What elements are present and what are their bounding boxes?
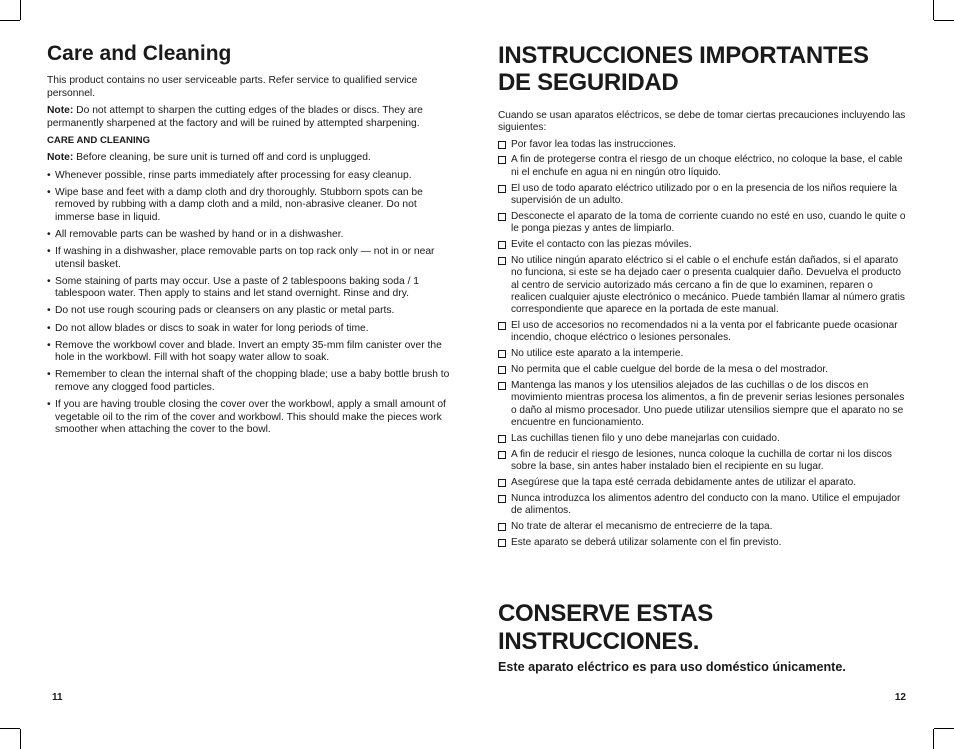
crop-mark bbox=[20, 0, 21, 20]
checkbox-icon bbox=[498, 523, 506, 531]
list-item: El uso de accesorios no recomendados ni a la venta por el fabricante puede ocasionar incendio, choque eléctrico o lesiones personales. bbox=[498, 320, 906, 345]
list-item: • If washing in a dishwasher, place removable parts on top rack only — not in or near utensil basket. bbox=[47, 246, 457, 271]
note-text: Before cleaning, be sure unit is turned off and cord is unplugged. bbox=[73, 151, 371, 163]
page-number: 12 bbox=[894, 692, 906, 703]
list-item: Por favor lea todas las instrucciones. bbox=[498, 139, 906, 151]
list-item: • All removable parts can be washed by hand or in a dishwasher. bbox=[47, 229, 457, 242]
list-item: • Some staining of parts may occur. Use a paste of 2 tablespoons baking soda / 1 tablespoon water. Then apply to stains and let stand overnight. Rinse and dry. bbox=[47, 276, 457, 301]
list-item: A fin de reducir el riesgo de lesiones, nunca coloque la cuchilla de cortar ni los discos sobre la base, sin antes haber instalado bien el recipiente en su lugar. bbox=[498, 449, 906, 474]
care-cleaning-body bbox=[47, 75, 457, 441]
list-item: Desconecte el aparato de la toma de corriente cuando no esté en uso, cuando le quite o le ponga piezas y antes de limpiarlo. bbox=[498, 211, 906, 236]
list-item: El uso de todo aparato eléctrico utilizado por o en la presencia de los niños requiere la supervisión de un adulto. bbox=[498, 183, 906, 208]
care-subheading: CARE AND CLEANING bbox=[47, 135, 151, 147]
note-unplug bbox=[47, 152, 457, 165]
crop-mark bbox=[20, 729, 21, 749]
list-item: No trate de alterar el mecanismo de entrecierre de la tapa. bbox=[498, 521, 906, 533]
checkbox-icon bbox=[498, 241, 506, 249]
safety-title: INSTRUCCIONES IMPORTANTES DE SEGURIDAD bbox=[498, 42, 869, 96]
checkbox-icon bbox=[498, 213, 506, 221]
note-label: Note: bbox=[47, 105, 74, 117]
list-item: No utilice ningún aparato eléctrico si el cable o el enchufe están dañados, si el aparato no funciona, si este se ha dejado caer o presenta cualquier daño. Devuelva el producto al centro de servicio autorizado más cercano a fin de que lo examinen, reparen o realicen cualquier ajuste electrónico o mecánico. Puede también llamar al número gratis correspondiente que aparece en la portada de este manual. bbox=[498, 255, 906, 316]
checkbox-icon bbox=[498, 495, 506, 503]
crop-mark bbox=[933, 729, 934, 749]
checkbox-icon bbox=[498, 435, 506, 443]
checkbox-icon bbox=[498, 539, 506, 547]
list-item: • Remember to clean the internal shaft of the chopping blade; use a baby bottle brush to remove any clogged food particles. bbox=[47, 369, 457, 394]
crop-mark bbox=[933, 0, 934, 20]
list-item: • Do not allow blades or discs to soak in water for long periods of time. bbox=[47, 323, 457, 336]
safety-checklist bbox=[498, 139, 906, 550]
crop-mark bbox=[0, 20, 20, 21]
list-item: Este aparato se deberá utilizar solamente con el fin previsto. bbox=[498, 537, 906, 549]
checkbox-icon bbox=[498, 366, 506, 374]
note-label: Note: bbox=[47, 151, 74, 163]
list-item: Nunca introduzca los alimentos adentro del conducto con la mano. Utilice el empujador de alimentos. bbox=[498, 493, 906, 518]
list-item: No utilice este aparato a la intemperie. bbox=[498, 348, 906, 360]
save-instructions-heading: CONSERVE ESTAS INSTRUCCIONES. bbox=[498, 600, 713, 655]
safety-body bbox=[498, 110, 906, 553]
household-use-note: Este aparato eléctrico es para uso doméstico únicamente. bbox=[498, 660, 846, 674]
note-sharpen bbox=[47, 105, 457, 130]
intro-paragraph: This product contains no user serviceable parts. Refer service to qualified service personnel. bbox=[47, 75, 418, 99]
list-item: A fin de protegerse contra el riesgo de un choque eléctrico, no coloque la base, el cable ni el enchufe en agua ni en ningún otro líquido. bbox=[498, 154, 906, 179]
care-bullet-list bbox=[47, 170, 457, 437]
list-item: • Remove the workbowl cover and blade. Invert an empty 35-mm film canister over the hole in the workbowl. Fill with hot soapy water allow to soak. bbox=[47, 340, 457, 365]
checkbox-icon bbox=[498, 185, 506, 193]
list-item: Las cuchillas tienen filo y uno debe manejarlas con cuidado. bbox=[498, 433, 906, 445]
list-item: Asegúrese que la tapa esté cerrada debidamente antes de utilizar el aparato. bbox=[498, 477, 906, 489]
crop-mark bbox=[0, 728, 20, 729]
list-item: • If you are having trouble closing the cover over the workbowl, apply a small amount of vegetable oil to the rim of the cover and workbowl. This should make the pieces work smoother when attaching the cover to the bowl. bbox=[47, 399, 457, 437]
list-item: • Do not use rough scouring pads or cleansers on any plastic or metal parts. bbox=[47, 305, 457, 318]
safety-intro: Cuando se usan aparatos eléctricos, se debe de tomar ciertas precauciones incluyendo las siguientes: bbox=[498, 110, 906, 134]
checkbox-icon bbox=[498, 141, 506, 149]
list-item: Evite el contacto con las piezas móviles. bbox=[498, 239, 906, 251]
checkbox-icon bbox=[498, 350, 506, 358]
checkbox-icon bbox=[498, 156, 506, 164]
list-item: • Wipe base and feet with a damp cloth and dry thoroughly. Stubborn spots can be removed by rubbing with a damp cloth and a mild, non-abrasive cleaner. Do not immerse base in liquid. bbox=[47, 187, 457, 225]
crop-mark bbox=[934, 20, 954, 21]
checkbox-icon bbox=[498, 451, 506, 459]
care-cleaning-title: Care and Cleaning bbox=[47, 42, 232, 65]
list-item: • Whenever possible, rinse parts immediately after processing for easy cleanup. bbox=[47, 170, 457, 183]
list-item: No permita que el cable cuelgue del borde de la mesa o del mostrador. bbox=[498, 364, 906, 376]
checkbox-icon bbox=[498, 322, 506, 330]
checkbox-icon bbox=[498, 479, 506, 487]
checkbox-icon bbox=[498, 257, 506, 265]
list-item: Mantenga las manos y los utensilios alejados de las cuchillas o de los discos en movimiento mientras procesa los alimentos, a fin de prevenir serias lesiones personales o daño al mismo procesador. Uno puede utilizar utensilios siempre que el aparato no se encuentre en funcionamiento. bbox=[498, 380, 906, 429]
page-number: 11 bbox=[52, 692, 63, 703]
note-text: Do not attempt to sharpen the cutting edges of the blades or discs. They are permanently sharpened at the factory and will be ruined by attempted sharpening. bbox=[47, 105, 423, 129]
checkbox-icon bbox=[498, 382, 506, 390]
crop-mark bbox=[934, 728, 954, 729]
